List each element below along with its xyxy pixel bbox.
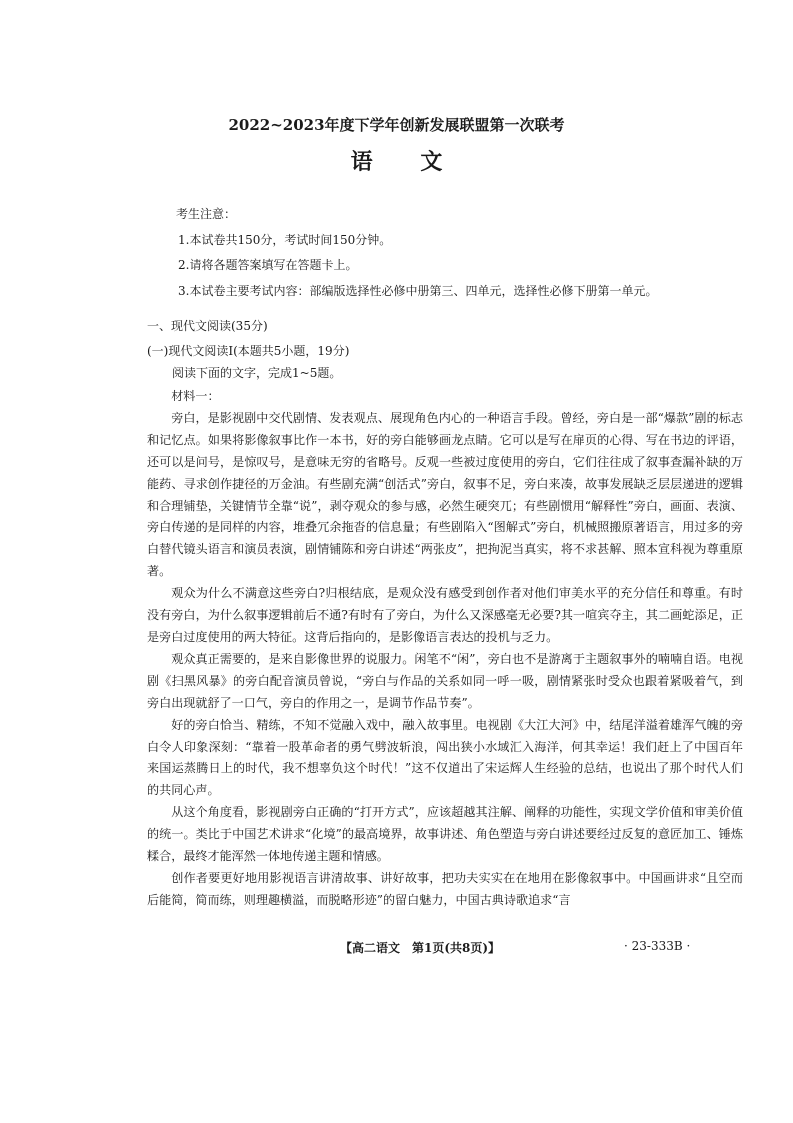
notice-item: 3.本试卷主要考试内容：部编版选择性必修中册第三、四单元，选择性必修下册第一单元。: [178, 283, 658, 298]
notice-item: 2.请将各题答案填写在答题卡上。: [178, 258, 358, 272]
subject-title: 语 文: [350, 149, 443, 175]
paragraph: 从这个角度看，影视剧旁白正确的“打开方式”，应该超越其注解、阐释的功能性，实现文学价值和审美价值的统一。类比于中国艺术讲求“化境”的最高境界，故事讲述、角色塑造与旁白讲述要经过反复的意匠加工、锤炼糅合，最终才能浑然一体地传递主题和情感。: [147, 805, 743, 864]
material-label: 材料一：: [171, 389, 220, 403]
exam-title: 2022~2023年度下学年创新发展联盟第一次联考: [228, 116, 565, 134]
paragraph: 观众真正需要的，是来自影像世界的说服力。闲笔不“闲”，旁白也不是游离于主题叙事外的喃喃自语。电视剧《扫黑风暴》的旁白配音演员曾说，“旁白与作品的关系如同一呼一吸，剧情紧张时受众也跟着紧吸着气，到旁白出现就舒了一口气，旁白的作用之一，是调节作品节奏”。: [147, 651, 743, 710]
notice-heading: 考生注意：: [176, 207, 237, 221]
sub-section-heading: (一)现代文阅读Ⅰ(本题共5小题，19分): [147, 344, 350, 358]
article-body: [147, 386, 743, 912]
paragraph: 好的旁白恰当、精练，不知不觉融入戏中，融入故事里。电视剧《大江大河》中，结尾洋溢着雄浑气魄的旁白令人印象深刻：“靠着一股革命者的勇气劈波斩浪，闯出狭小水域汇入海洋，何其幸运！我们赶上了中国百年来国运蒸腾日上的时代，我不想辜负这个时代！”这不仅道出了宋运辉人生经验的总结，也说出了那个时代人们的共同心声。: [147, 717, 743, 798]
footer-page-info: 【高二语文 第1页(共8页)】: [340, 941, 501, 955]
paragraph: 创作者要更好地用影视语言讲清故事、讲好故事，把功夫实实在在地用在影像叙事中。中国画讲求“且空而后能简，简而练，则理趣横溢，而脱略形迹”的留白魅力，中国古典诗歌追求“言: [147, 870, 743, 907]
footer-code: · 23-333B ·: [624, 939, 691, 953]
paragraph: 旁白，是影视剧中交代剧情、发表观点、展现角色内心的一种语言手段。曾经，旁白是一部“爆款”剧的标志和记忆点。如果将影像叙事比作一本书，好的旁白能够画龙点睛。它可以是写在扉页的心得、写在书边的评语，还可以是问号，是惊叹号，是意味无穷的省略号。反观一些被过度使用的旁白，它们往往成了叙事查漏补缺的万能药、寻求创作捷径的万金油。有些剧充满“创活式”旁白，叙事不足，旁白来凑，故事发展缺乏层层递进的逻辑和合理铺垫，关键情节全靠“说”，剥夺观众的参与感，必然生硬突兀；有些剧惯用“解释性”旁白，画面、表演、旁白传递的是同样的内容，堆叠冗余拖沓的信息量；有些剧陷入“图解式”旁白，机械照搬原著语言，用过多的旁白替代镜头语言和演员表演，剧情铺陈和旁白讲述“两张皮”，把拘泥当真实，将不求甚解、照本宣科视为尊重原著。: [147, 410, 743, 579]
notice-item: 1.本试卷共150分，考试时间150分钟。: [178, 232, 392, 247]
reading-instruction: 阅读下面的文字，完成1~5题。: [172, 366, 342, 380]
paragraph: 观众为什么不满意这些旁白?归根结底，是观众没有感受到创作者对他们审美水平的充分信任和尊重。有时没有旁白，为什么叙事逻辑前后不通?有时有了旁白，为什么又深感毫无必要?其一喧宾夺主，其二画蛇添足，正是旁白过度使用的两大特征。这背后指向的，是影像语言表达的投机与乏力。: [147, 586, 743, 644]
part-heading: 一、现代文阅读(35分): [147, 319, 268, 333]
candidate-notice: [176, 202, 736, 304]
